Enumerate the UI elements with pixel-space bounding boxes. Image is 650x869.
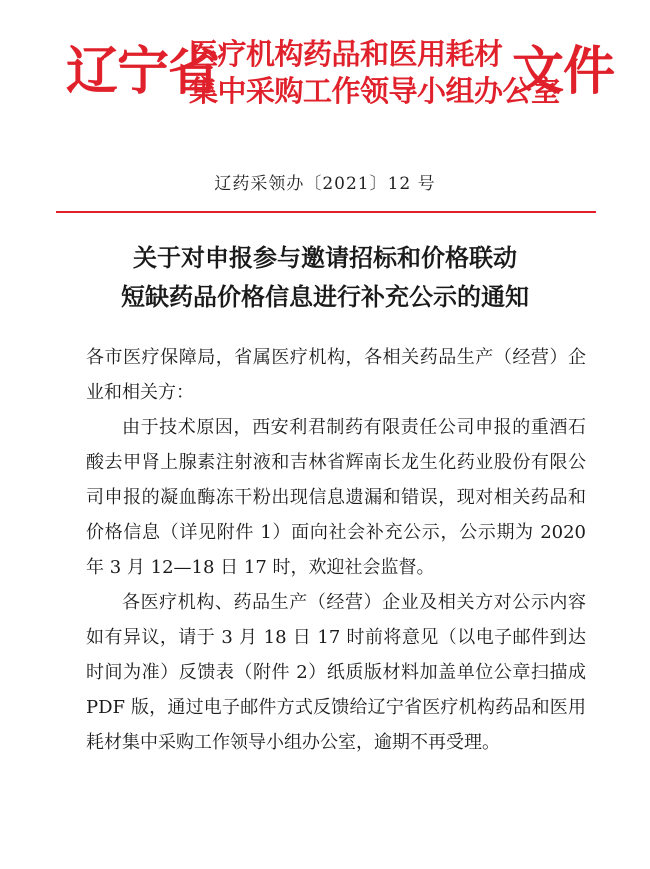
title-line1: 关于对申报参与邀请招标和价格联动 [133,243,517,272]
paragraph-2: 各医疗机构、药品生产（经营）企业及相关方对公示内容如有异议，请于 3 月 18 日 17 时前将意见（以电子邮件到达时间为准）反馈表（附件 2）纸质版材料加盖单位公章扫描成 PDF 版，通过电子邮件方式反馈给辽宁省医疗机构药品和医用耗材集中采购工作领导小组办公室，逾期不再受理。 [86,592,586,753]
paragraph-1: 由于技术原因，西安利君制药有限责任公司申报的重酒石酸去甲肾上腺素注射液和吉林省辉南长龙生化药业股份有限公司申报的凝血酶冻干粉出现信息遗漏和错误，现对相关药品和价格信息（详见附件 1）面向社会补充公示，公示期为 2020 年 3 月 12—18 日 17 时，欢迎社会监督。 [86,417,586,578]
salutation: 各市医疗保障局，省属医疗机构，各相关药品生产（经营）企业和相关方： [86,347,586,403]
title-line2: 短缺药品价格信息进行补充公示的通知 [121,282,529,311]
header-office-line2: 集中采购工作领导小组办公室 [189,74,560,108]
header-province: 辽宁省 [66,41,220,102]
header-office-line1: 医疗机构药品和医用耗材 [189,37,503,71]
header-document-word: 文件 [512,41,615,102]
document-header [0,36,650,114]
header-office-name [189,36,560,110]
red-divider [56,211,596,213]
document-number: 辽药采领办〔2021〕12 号 [214,174,436,194]
document-title [0,238,650,316]
document-body [86,340,586,760]
